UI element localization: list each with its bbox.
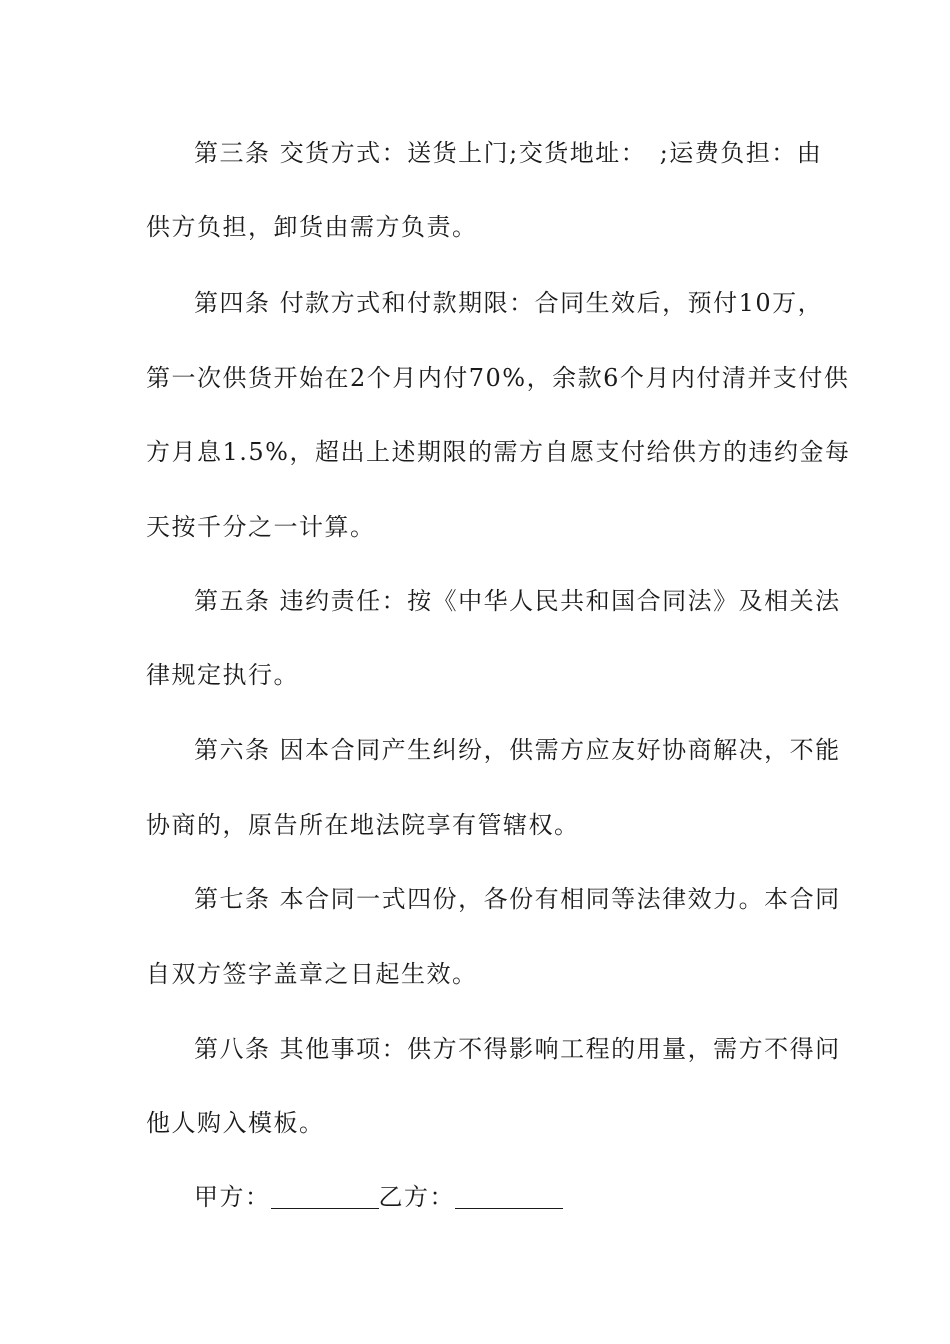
article-8-line-2: 他人购入模板。 [146,1109,325,1137]
article-5-line-1: 第五条 违约责任：按《中华人民共和国合同法》及相关法 [194,587,841,615]
article-4-line-4: 天按千分之一计算。 [146,513,376,541]
article-6-line-1: 第六条 因本合同产生纠纷，供需方应友好协商解决，不能 [194,736,841,764]
article-4-line-2: 第一次供货开始在2个月内付70%，余款6个月内付清并支付供 [146,364,850,392]
article-5-line-2: 律规定执行。 [146,661,299,689]
article-3-line-1: 第三条 交货方式：送货上门;交货地址： ;运费负担：由 [194,139,823,167]
party-a-blank [271,1184,379,1209]
article-4-line-3: 方月息1.5%，超出上述期限的需方自愿支付给供方的违约金每 [146,438,851,466]
article-8-line-1: 第八条 其他事项：供方不得影响工程的用量，需方不得问 [194,1035,841,1063]
article-6-line-2: 协商的，原告所在地法院享有管辖权。 [146,811,580,839]
article-4-line-1: 第四条 付款方式和付款期限：合同生效后，预付10万， [194,289,824,317]
signature-line [194,1182,563,1212]
article-3-line-2: 供方负担，卸货由需方负责。 [146,213,478,241]
article-7-line-2: 自双方签字盖章之日起生效。 [146,960,478,988]
party-a-label: 甲方： [194,1183,271,1211]
party-b-label: 乙方： [378,1183,455,1211]
article-7-line-1: 第七条 本合同一式四份，各份有相同等法律效力。本合同 [194,885,841,913]
party-b-blank [455,1184,563,1209]
